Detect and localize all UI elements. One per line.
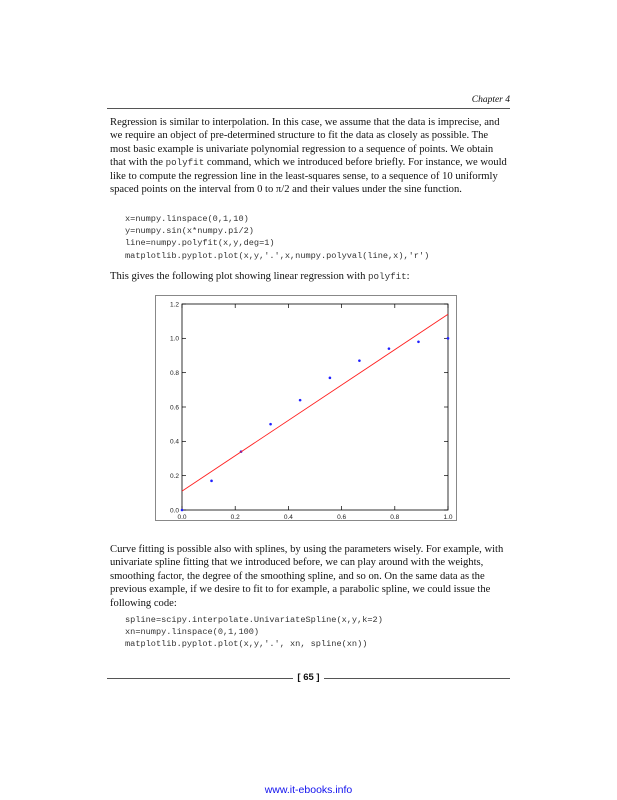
plot-intro-text-after: : xyxy=(406,271,410,282)
intro-text-after: command, which we introduced before briefly. For instance, we would like to compute the regression line in the least-squares sense, to a sequence of 10 uniformly spaced points on the interval from 0 to π/2 and their values under the sine function. xyxy=(110,157,507,196)
y-tick-label: 1.2 xyxy=(169,301,179,309)
data-point xyxy=(181,509,184,512)
data-point xyxy=(210,480,213,483)
y-tick-label: 1.0 xyxy=(169,335,179,343)
code-line: x=numpy.linspace(0,1,10) xyxy=(125,214,249,224)
data-point xyxy=(269,423,272,426)
y-tick-label: 0.2 xyxy=(169,472,179,480)
y-tick-label: 0.6 xyxy=(169,404,179,412)
plot-intro-paragraph xyxy=(110,270,510,283)
y-tick-label: 0.4 xyxy=(169,438,179,446)
data-point xyxy=(388,347,391,350)
code-line: matplotlib.pyplot.plot(x,y,'.', xn, spline(xn)) xyxy=(125,639,368,650)
code-line: y=numpy.sin(x*numpy.pi/2) xyxy=(125,226,254,237)
data-point xyxy=(358,359,361,362)
x-tick-label: 0.4 xyxy=(283,514,293,521)
x-tick-label: 0.0 xyxy=(177,514,187,521)
code-line: xn=numpy.linspace(0,1,100) xyxy=(125,627,260,638)
code-block-spline xyxy=(125,614,383,651)
plot-intro-inline-code: polyfit xyxy=(368,271,407,282)
plot-axes-frame xyxy=(182,304,448,510)
x-tick-label: 0.8 xyxy=(390,514,400,521)
y-tick-label: 0.0 xyxy=(169,507,179,515)
spline-paragraph: Curve fitting is possible also with splines, by using the parameters wisely. For example, with univariate spline fitting that we introduced before, we can play around with the weights, smoothing factor, the degree of the smoothing spline, and so on. On the same data as the previous example, if we desire to fit to for example, a parabolic spline, we could issue the following code: xyxy=(110,544,504,609)
data-point xyxy=(299,399,302,402)
data-point xyxy=(417,340,420,343)
code-block-regression xyxy=(125,213,429,262)
data-point xyxy=(447,337,450,340)
regression-plot xyxy=(155,295,457,521)
plot-intro-text-before: This gives the following plot showing linear regression with xyxy=(110,271,369,282)
page-number-label: [ 65 ] xyxy=(293,672,323,683)
code-line: matplotlib.pyplot.plot(x,y,'.',x,numpy.polyval(line,x),'r') xyxy=(125,250,430,261)
header-rule xyxy=(107,108,510,109)
intro-text-before: Regression is similar to interpolation. In this case, we assume that the data is imprecise, and we require an object of pre-determined structure to fit the data as closely as possible. The most basic example is univariate polynomial regression to a sequence of points. We obtain that with the xyxy=(110,117,500,169)
x-tick-label: 0.6 xyxy=(337,514,347,521)
x-tick-label: 1.0 xyxy=(443,514,453,521)
data-point xyxy=(329,377,332,380)
x-tick-label: 0.2 xyxy=(230,514,240,521)
code-line: line=numpy.polyfit(x,y,deg=1) xyxy=(125,238,275,249)
watermark-link[interactable]: www.it-ebooks.info xyxy=(264,784,353,796)
chapter-header: Chapter 4 xyxy=(471,95,510,105)
intro-inline-code: polyfit xyxy=(165,157,205,169)
intro-paragraph xyxy=(110,116,510,196)
y-tick-label: 0.8 xyxy=(169,369,179,377)
code-line: spline=scipy.interpolate.UnivariateSpline(x,y,k=2) xyxy=(125,615,383,625)
page-number xyxy=(0,672,617,683)
